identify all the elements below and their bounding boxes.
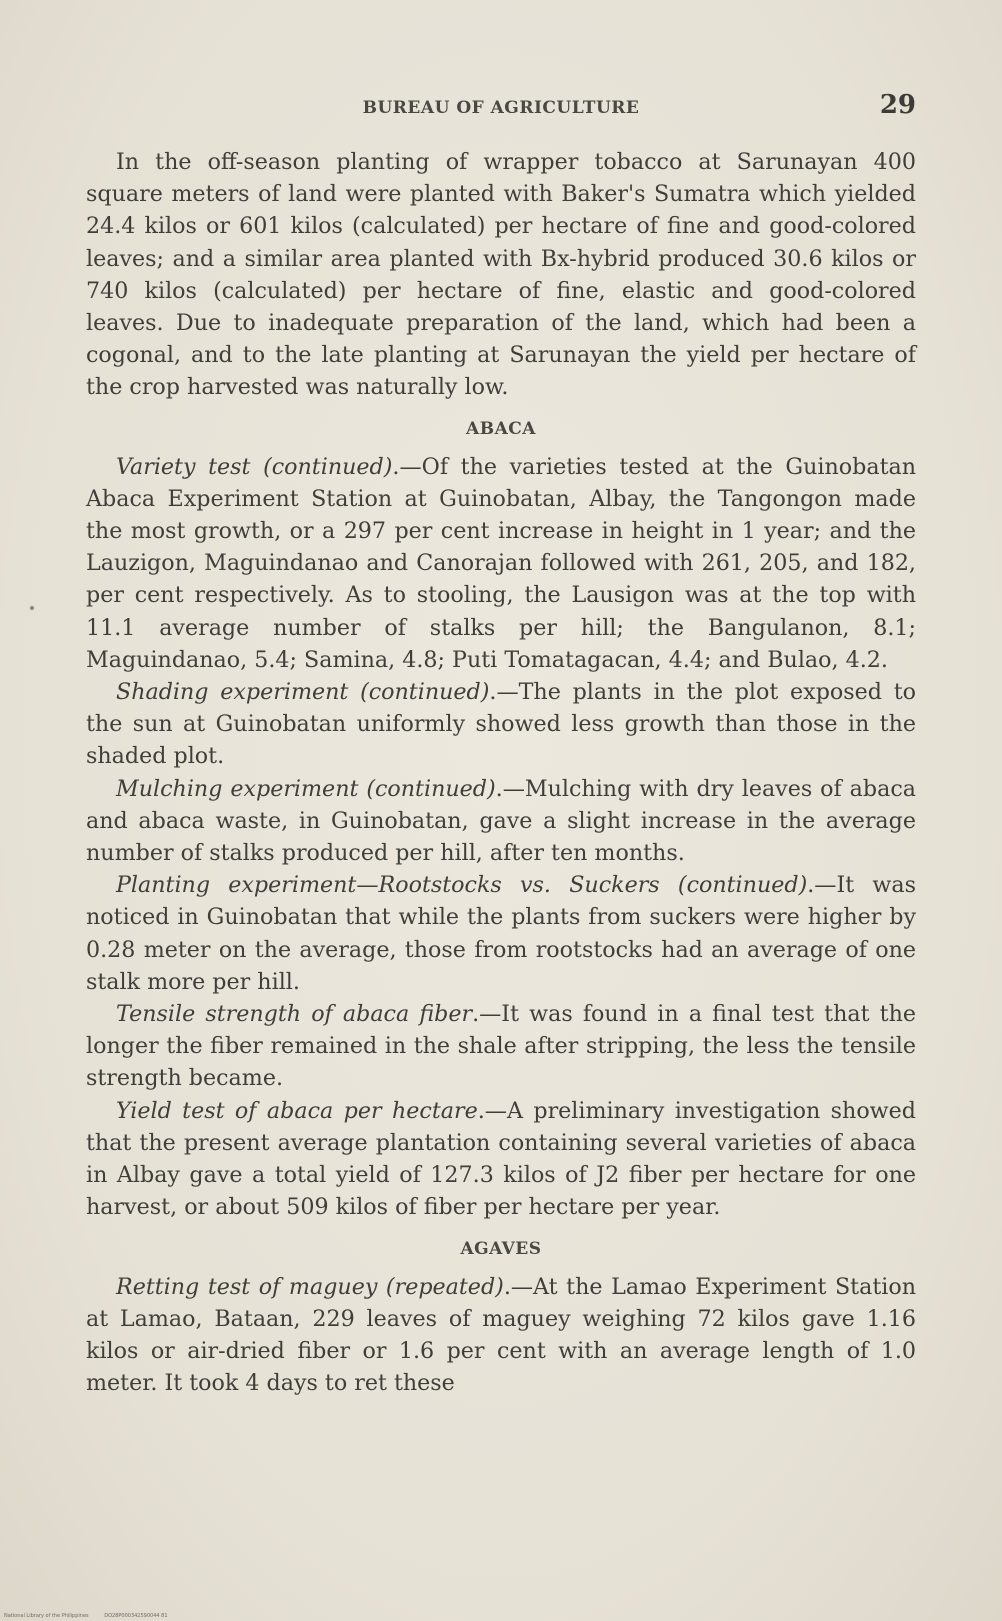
page-number: 29	[879, 90, 916, 120]
intro-paragraph: In the off-season planting of wrapper tobacco at Sarunayan 400 square meters of land were planted with Baker's Sumatra which yielded 24.4 kilos or 601 kilos (calculated) per hectare of fine and good-colored leaves; and a similar area planted with Bx-hybrid produced 30.6 kilos or 740 kilos (calculated) per hectare of fine, elastic and good-colored leaves. Due to inadequate preparation of the land, which had been a cogonal, and to the late planting at Sarunayan the yield per hectare of the crop harvested was naturally low.	[86, 149, 916, 401]
paragraph-yield-test	[86, 1095, 916, 1224]
paragraph-text: .—A preliminary investigation showed that the present average plantation containing several varieties of abaca in Albay gave a total yield of 127.3 kilos of J2 fiber per hectare for one harvest, or about 509 kilos of fiber per hectare per year.	[86, 1097, 916, 1221]
paragraph-text: .—The plants in the plot exposed to the sun at Guinobatan uniformly showed less growth than those in the shaded plot.	[86, 679, 916, 770]
paragraph-retting-test	[86, 1271, 916, 1400]
paragraph-text: .—It was found in a final test that the longer the fiber remained in the shale after stripping, the less the tensile strength became.	[86, 1001, 916, 1092]
running-head: BUREAU OF AGRICULTURE	[362, 98, 640, 118]
paragraph-variety-test	[86, 451, 916, 676]
footer-scan-id: DO28P000342590044 81	[104, 1613, 168, 1619]
run-in-heading: Shading experiment (continued)	[116, 679, 490, 706]
run-in-heading: Planting experiment—Rootstocks vs. Suckers (continued)	[116, 872, 808, 899]
run-in-heading: Mulching experiment (continued)	[116, 775, 496, 802]
paragraph-text: .—Of the varieties tested at the Guinobatan Abaca Experiment Station at Guinobatan, Albay, the Tangongon made the most growth, or a 297 per cent increase in height in 1 year; and the Lauzigon, Maguindanao and Canorajan followed with 261, 205, and 182, per cent respectively. As to stooling, the Lausigon was at the top with 11.1 average number of stalks per hill; the Bangulanon, 8.1; Maguindanao, 5.4; Samina, 4.8; Puti Tomatagacan, 4.4; and Bulao, 4.2.	[86, 453, 916, 673]
scan-footer	[4, 1613, 182, 1619]
paragraph-shading-experiment	[86, 676, 916, 773]
run-in-heading: Retting test of maguey (repeated)	[116, 1273, 504, 1300]
paragraph-text: .—It was noticed in Guinobatan that while the plants from suckers were higher by 0.28 meter on the average, those from rootstocks had an average of one stalk more per hill.	[86, 872, 916, 995]
paragraph-planting-experiment	[86, 869, 916, 998]
paragraph-text: .—Mulching with dry leaves of abaca and abaca waste, in Guinobatan, gave a slight increase in the average number of stalks produced per hill, after ten months.	[86, 775, 916, 867]
paragraph-mulching-experiment	[86, 773, 916, 870]
paragraph-tensile-strength	[86, 998, 916, 1095]
section-heading-agaves: AGAVES	[460, 1238, 542, 1259]
section-heading-abaca: ABACA	[466, 418, 536, 439]
footer-library-name: National Library of the Philippines	[4, 1613, 89, 1619]
run-in-heading: Tensile strength of abaca fiber	[116, 1001, 473, 1028]
run-in-heading: Yield test of abaca per hectare	[116, 1097, 478, 1124]
run-in-heading: Variety test (continued)	[116, 453, 393, 480]
scan-speck	[30, 606, 34, 610]
page-header	[86, 90, 916, 130]
body-text	[86, 146, 916, 1399]
paragraph-text: .—At the Lamao Experiment Station at Lamao, Bataan, 229 leaves of maguey weighing 72 kilos gave 1.16 kilos or air-dried fiber or 1.6 per cent with an average length of 1.0 meter. It took 4 days to ret these	[86, 1273, 916, 1397]
